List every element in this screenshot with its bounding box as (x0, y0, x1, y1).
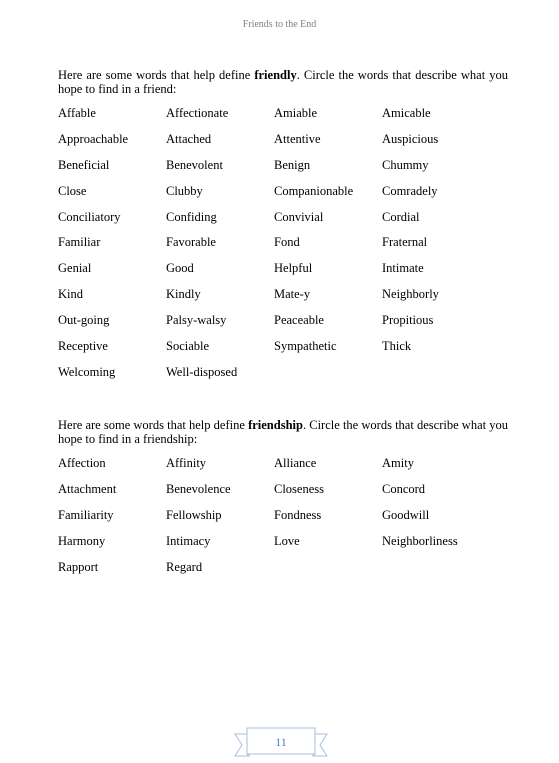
word-row (58, 158, 508, 184)
word-item: Neighborly (382, 287, 439, 302)
word-item: Welcoming (58, 364, 116, 379)
friendly-section (58, 68, 508, 391)
word-item: Intimacy (166, 533, 211, 548)
word-row (58, 482, 508, 508)
word-item: Beneficial (58, 157, 110, 172)
word-item: Amity (382, 456, 414, 470)
word-item: Love (274, 533, 300, 548)
word-item: Favorable (166, 235, 216, 250)
word-row (58, 132, 508, 158)
word-row (58, 184, 508, 210)
word-row (58, 560, 508, 586)
word-row (58, 210, 508, 236)
word-row (58, 456, 508, 482)
word-item: Chummy (382, 157, 429, 172)
word-row (58, 106, 508, 132)
intro-keyword: friendly (254, 68, 297, 82)
word-item: Concord (382, 481, 426, 496)
word-item: Close (58, 183, 87, 198)
page-number: 11 (275, 735, 287, 749)
friendship-word-grid (58, 456, 508, 585)
intro-keyword: friendship (248, 418, 303, 432)
word-item: Fraternal (382, 235, 428, 250)
word-item: Propitious (382, 313, 434, 328)
word-item: Sociable (166, 339, 210, 354)
word-row (58, 365, 508, 391)
word-item: Closeness (274, 481, 324, 496)
word-item: Affectionate (166, 106, 229, 120)
word-item: Fondness (274, 507, 322, 522)
word-row (58, 313, 508, 339)
word-item: Approachable (58, 131, 129, 146)
word-item: Affection (58, 456, 106, 470)
word-item: Harmony (58, 533, 106, 548)
word-item: Benevolence (166, 481, 231, 496)
word-item: Kind (58, 287, 83, 302)
word-row (58, 287, 508, 313)
word-item: Auspicious (382, 131, 439, 146)
word-item: Amiable (274, 106, 318, 120)
intro-text: Here are some words that help define (58, 68, 255, 82)
word-item: Attentive (274, 131, 321, 146)
word-item: Affable (58, 106, 96, 120)
word-item: Fond (274, 235, 300, 250)
word-item: Goodwill (382, 507, 430, 522)
word-item: Regard (166, 559, 203, 574)
word-item: Benevolent (166, 157, 223, 172)
friendship-intro (58, 418, 508, 446)
word-item: Amicable (382, 106, 431, 120)
intro-text: Here are some words that help define (58, 418, 249, 432)
word-item: Helpful (274, 261, 313, 276)
word-item: Good (166, 261, 194, 276)
word-item: Intimate (382, 261, 424, 276)
word-item: Alliance (274, 456, 317, 470)
word-item: Sympathetic (274, 339, 337, 354)
word-item: Genial (58, 261, 92, 276)
friendship-section (58, 418, 508, 585)
word-item: Attached (166, 131, 212, 146)
word-item: Fellowship (166, 507, 222, 522)
word-item: Convivial (274, 209, 324, 224)
word-item: Well-disposed (166, 364, 238, 379)
word-item: Receptive (58, 339, 108, 354)
page-number-banner (233, 726, 329, 762)
intro-text: . Circle the words that describe what you hope to find in a friend: (58, 68, 508, 96)
word-item: Benign (274, 157, 311, 172)
word-row (58, 339, 508, 365)
word-item: Rapport (58, 559, 99, 574)
friendly-intro (58, 68, 508, 96)
friendly-word-grid (58, 106, 508, 391)
word-item: Familiar (58, 235, 101, 250)
word-item: Affinity (166, 456, 207, 470)
intro-text: . Circle the words that describe what you hope to find in a friendship: (58, 418, 508, 446)
word-item: Cordial (382, 209, 420, 224)
word-item: Out-going (58, 313, 110, 328)
word-row (58, 235, 508, 261)
word-item: Kindly (166, 287, 201, 302)
word-item: Comradely (382, 183, 438, 198)
word-item: Familiarity (58, 507, 114, 522)
word-item: Attachment (58, 481, 117, 496)
word-row (58, 261, 508, 287)
word-item: Thick (382, 339, 412, 354)
word-item: Conciliatory (58, 209, 121, 224)
word-item: Mate-y (274, 287, 311, 302)
word-item: Confiding (166, 209, 217, 224)
word-row (58, 508, 508, 534)
word-item: Peaceable (274, 313, 324, 328)
word-item: Neighborliness (382, 533, 458, 548)
word-row (58, 534, 508, 560)
word-item: Palsy-walsy (166, 313, 227, 328)
word-item: Clubby (166, 183, 203, 198)
word-item: Companionable (274, 183, 354, 198)
running-header: Friends to the End (242, 19, 317, 30)
